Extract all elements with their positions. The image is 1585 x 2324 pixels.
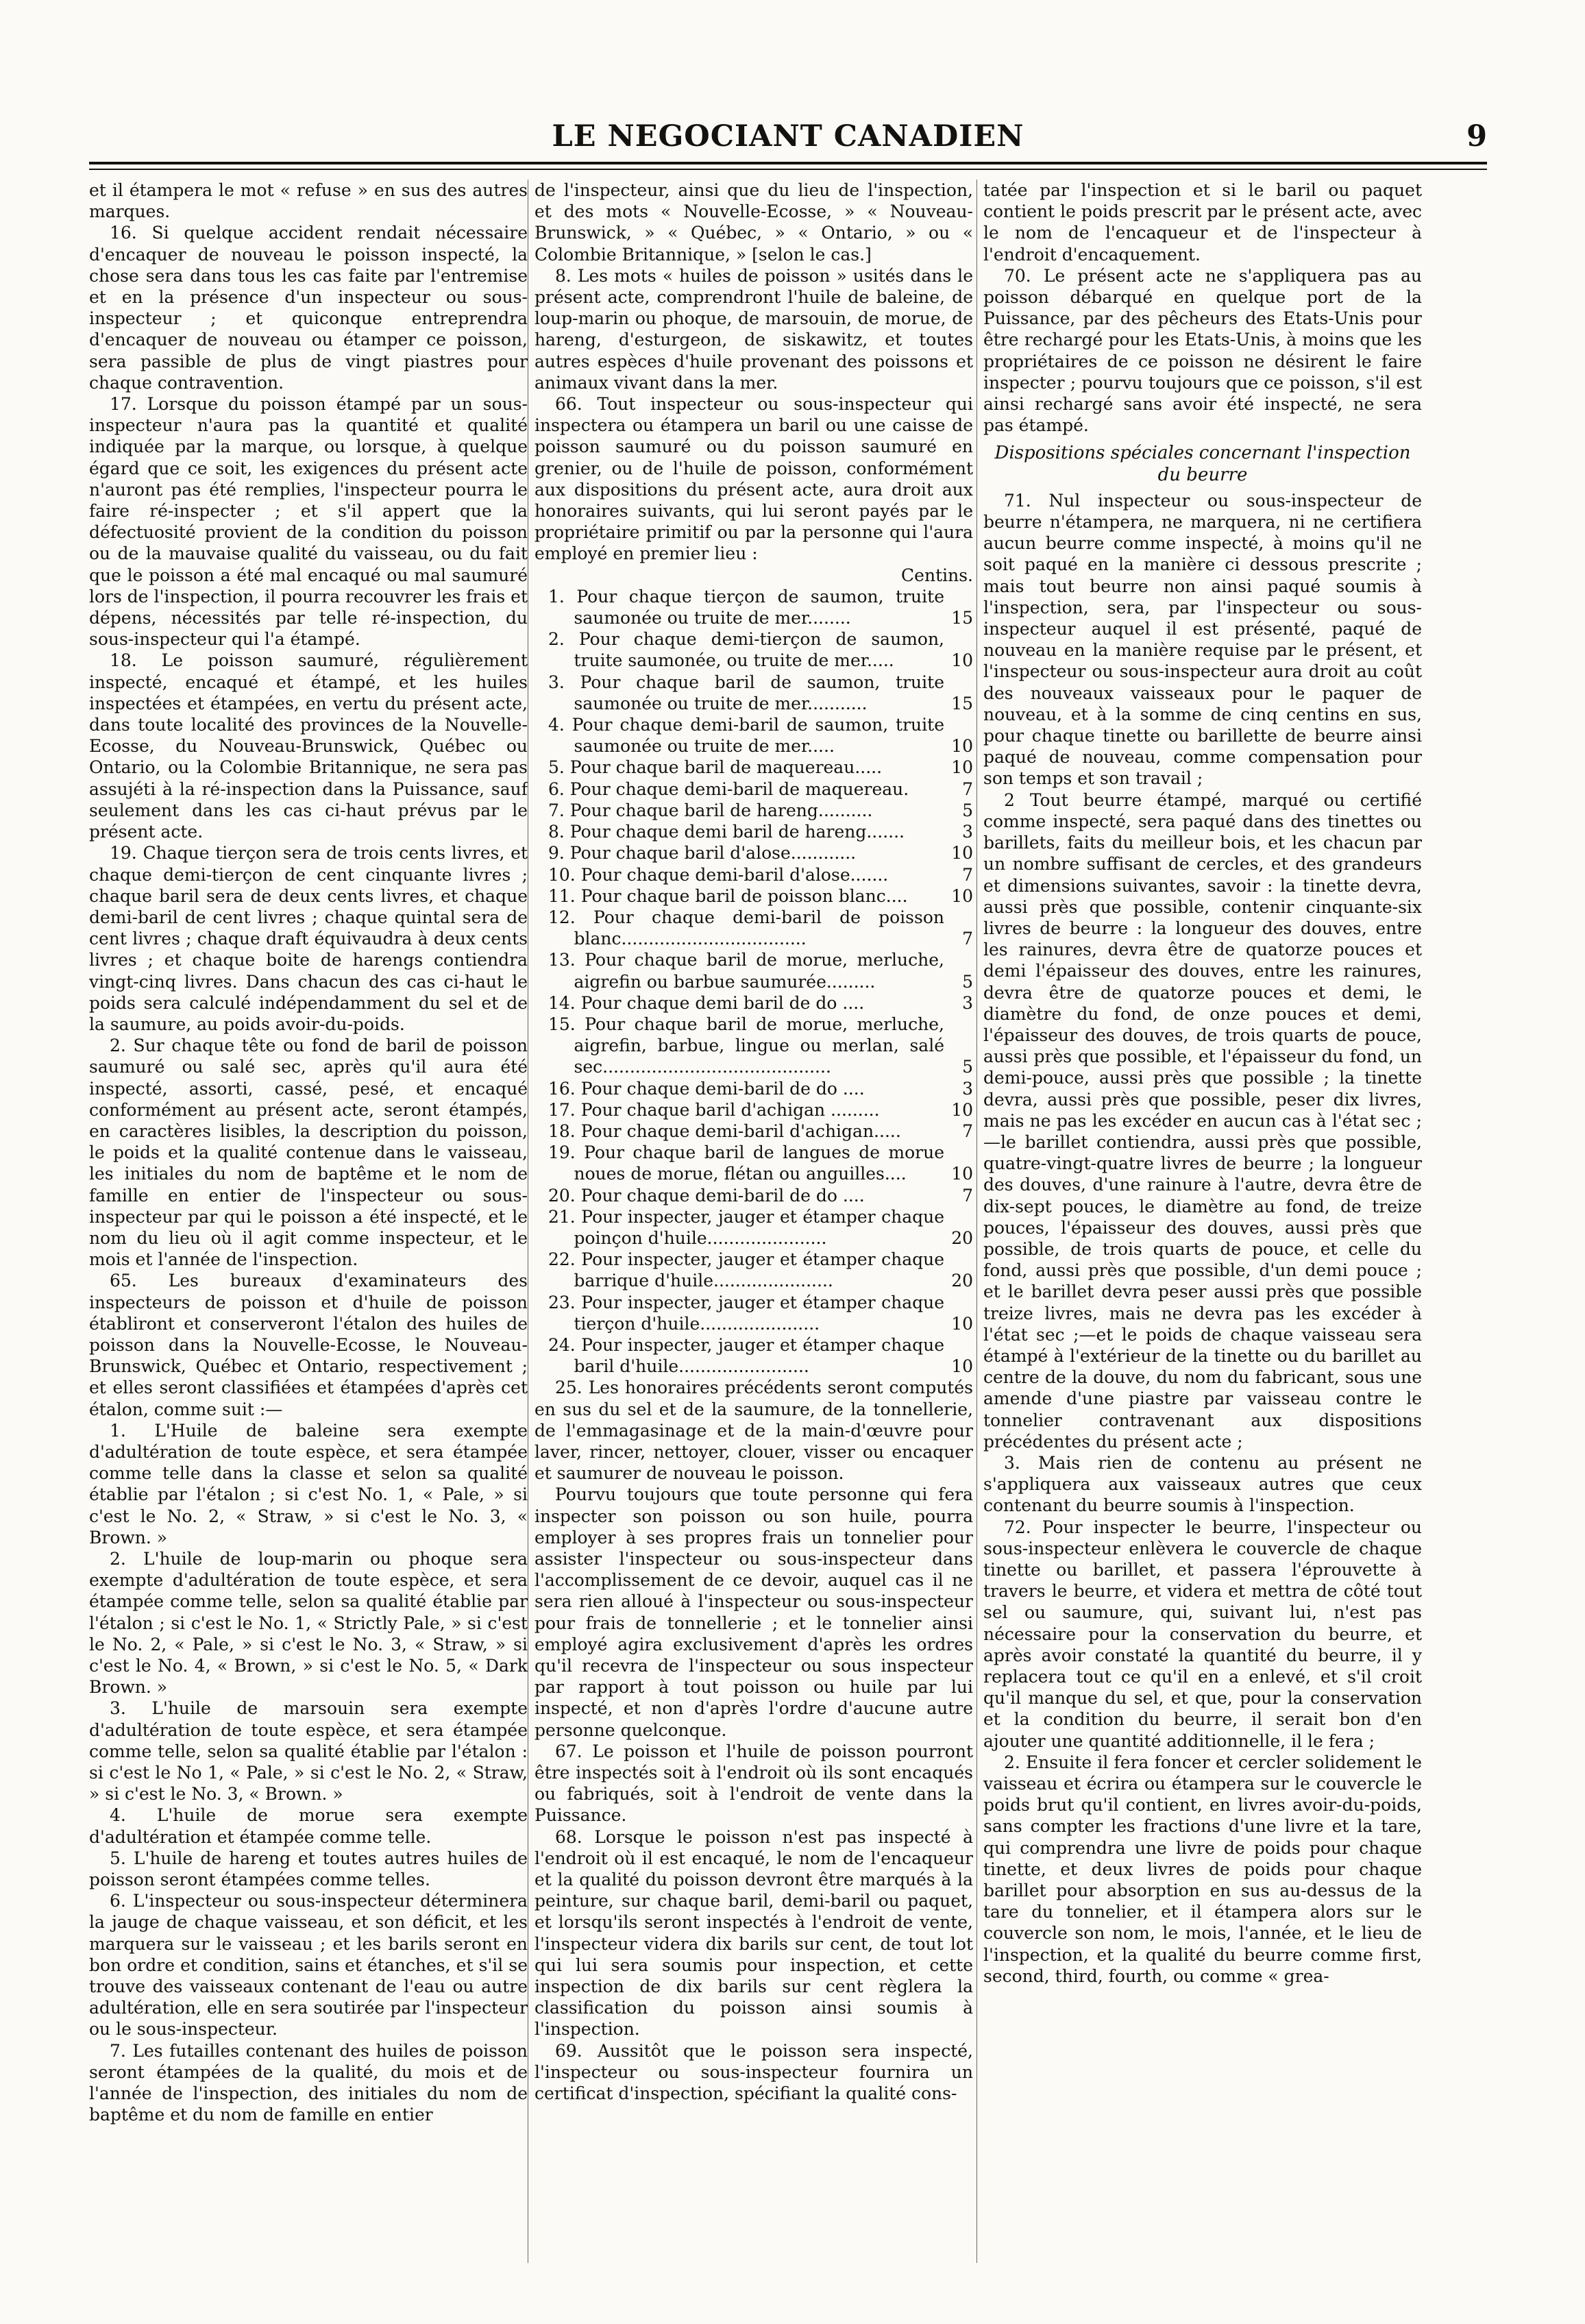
- fee-description: 21. Pour inspecter, jauger et étamper chaque poinçon d'huile......................: [548, 1206, 944, 1248]
- fee-amount: 15: [951, 608, 973, 628]
- fee-description: 19. Pour chaque baril de langues de morue noues de morue, flétan ou anguilles....: [548, 1142, 944, 1184]
- paragraph: 67. Le poisson et l'huile de poisson pourront être inspectés soit à l'endroit où ils sont encaqués ou fabriqués, soit à l'endroit de vente dans la Puissance.: [535, 1741, 973, 1826]
- fee-amount: 7: [962, 864, 973, 885]
- fee-description: 4. Pour chaque demi-baril de saumon, truite saumonée ou truite de mer.....: [548, 715, 944, 757]
- paragraph: 66. Tout inspecteur ou sous-inspecteur qui inspectera ou étampera un baril ou une caisse de poisson saumuré ou du poisson saumuré en grenier, ou de l'huile de poisson, conformément aux dispositions du présent acte, aura droit aux honoraires suivants, qui lui seront payés par le propriétaire primitif ou par la personne qui l'aura employé en premier lieu :: [535, 394, 973, 564]
- fee-description: 3. Pour chaque baril de saumon, truite saumonée ou truite de mer...........: [548, 672, 944, 713]
- column-divider: [976, 180, 977, 2263]
- paragraph: 2. Sur chaque tête ou fond de baril de poisson saumuré ou salé sec, après qu'il aura été inspecté, assorti, cassé, pesé, et encaqué conformément au présent acte, seront étampés, en caractères lisibles, la description du poisson, le poids et la qualité contenue dans le vaisseau, les initiales du nom de baptême et le nom de famille en entier de l'inspecteur ou sous-inspecteur par qui le poisson a été inspecté, et le nom du lieu où il agit comme inspecteur, et le mois et l'année de l'inspection.: [89, 1036, 528, 1270]
- newspaper-title: LE NEGOCIANT CANADIEN: [552, 119, 1024, 154]
- fee-amount: 10: [951, 757, 973, 778]
- page-header: [89, 115, 1487, 156]
- fee-description: 16. Pour chaque demi-baril de do ....: [548, 1078, 865, 1099]
- fee-description: 23. Pour inspecter, jauger et étamper chaque tierçon d'huile......................: [548, 1292, 944, 1334]
- fee-amount: 10: [951, 1313, 973, 1334]
- paragraph: 25. Les honoraires précédents seront computés en sus du sel et de la saumure, de la tonnellerie, de l'emmagasinage et de la main-d'œuvre pour laver, rincer, nettoyer, clouer, visser ou encaquer et saumurer de nouveau le poisson.: [535, 1378, 973, 1484]
- fee-description: 9. Pour chaque baril d'alose............: [548, 843, 857, 864]
- fee-row: [535, 1121, 973, 1142]
- fee-amount: 10: [951, 1099, 973, 1120]
- fee-row: [535, 800, 973, 821]
- paragraph: 1. L'Huile de baleine sera exempte d'adultération de toute espèce, et sera étampée comme telle dans la classe et selon sa qualité établie par l'étalon ; si c'est No. 1, « Pale, » si c'est le No. 2, « Straw, » si c'est le No. 3, « Brown. »: [89, 1420, 528, 1548]
- fee-amount: 3: [962, 1078, 973, 1099]
- paragraph: 2. Ensuite il fera foncer et cercler solidement le vaisseau et écrira ou étampera sur le couvercle le poids brut qu'il contient, en livres avoir-du-poids, sans compter les fractions d'une livre et la tare, qui comprendra une livre de poids pour chaque tinette, et deux livres de poids pour chaque barillet pour absorption en sus au-dessus de la tare du tonnelier, et il étampera alors sur le couvercle son nom, le mois, l'année, et le lieu de l'inspection, et la qualité du beurre comme first, second, third, fourth, ou comme « grea-: [983, 1752, 1422, 1986]
- paragraph: 16. Si quelque accident rendait nécessaire d'encaquer de nouveau le poisson inspecté, la chose sera dans tous les cas faite par l'entremise et en la présence d'un inspecteur ou sous-inspecteur ; et quiconque entreprendra d'encaquer de nouveau ou étamper ce poisson, sera passible de plus de vingt piastres pour chaque contravention.: [89, 223, 528, 393]
- fee-row: [535, 757, 973, 778]
- paragraph: 3. L'huile de marsouin sera exempte d'adultération de toute espèce, et sera étampée comme telle, selon sa qualité établie par l'étalon : si c'est le No 1, « Pale, » si c'est le No. 2, « Straw, » si c'est le No. 3, « Brown. »: [89, 1698, 528, 1805]
- fee-description: 13. Pour chaque baril de morue, merluche, aigrefin ou barbue saumurée.........: [548, 950, 944, 992]
- column-2: [535, 180, 973, 2263]
- fee-description: 20. Pour chaque demi-baril de do ....: [548, 1185, 865, 1206]
- fee-row: [535, 1099, 973, 1121]
- fee-amount: 10: [951, 843, 973, 864]
- fee-table: [535, 586, 973, 1378]
- fee-row: [535, 1185, 973, 1206]
- fee-row: [535, 842, 973, 864]
- fee-row: [535, 714, 973, 757]
- fee-row: [535, 628, 973, 671]
- fee-row: [535, 821, 973, 842]
- fee-amount: 5: [962, 971, 973, 992]
- fee-row: [535, 1249, 973, 1291]
- fee-amount: 7: [962, 929, 973, 949]
- header-rule-thin: [89, 169, 1487, 170]
- paragraph: 6. L'inspecteur ou sous-inspecteur déterminera la jauge de chaque vaisseau, et son déficit, et les marquera sur le vaisseau ; et les barils seront en bon ordre et condition, sains et étanches, et s'il se trouve des vaisseaux contenant de l'eau ou autre adultération, elle en sera soutirée par l'inspecteur ou le sous-inspecteur.: [89, 1891, 528, 2040]
- paragraph: 70. Le présent acte ne s'appliquera pas au poisson débarqué en quelque port de la Puissance, par des pêcheurs des Etats-Unis pour être rechargé pour les Etats-Unis, à moins que les propriétaires de ce poisson ne désirent le faire inspecter ; pourvu toujours que ce poisson, s'il est ainsi rechargé sans avoir été inspecté, ne sera pas étampé.: [983, 265, 1422, 436]
- fee-row: [535, 992, 973, 1014]
- fee-row: [535, 672, 973, 714]
- fee-amount: 3: [962, 822, 973, 842]
- column-1: [89, 180, 528, 2263]
- fee-description: 18. Pour chaque demi-baril d'achigan.....: [548, 1121, 901, 1141]
- fee-description: 24. Pour inspecter, jauger et étamper chaque baril d'huile........................: [548, 1334, 944, 1377]
- paragraph: 2. L'huile de loup-marin ou phoque sera exempte d'adultération de toute espèce, et sera étampée comme telle, selon sa qualité établie par l'étalon ; si c'est le No. 1, « Strictly Pale, » si c'est le No. 2, « Pale, » si c'est le No. 3, « Straw, » si c'est le No. 4, « Brown, » si c'est le No. 5, « Dark Brown. »: [89, 1549, 528, 1698]
- fee-row: [535, 885, 973, 907]
- paragraph: 7. Les futailles contenant des huiles de poisson seront étampées de la qualité, du mois et de l'année de l'inspection, des initiales du nom de baptême et du nom de famille en entier: [89, 2040, 528, 2125]
- paragraph: 8. Les mots « huiles de poisson » usités dans le présent acte, comprendront l'huile de baleine, de loup-marin ou phoque, de marsouin, de morue, de hareng, d'esturgeon, de siskawitz, et toutes autres espèces d'huile provenant des poissons et animaux vivant dans la mer.: [535, 265, 973, 393]
- fee-description: 5. Pour chaque baril de maquereau.....: [548, 757, 883, 778]
- fee-description: 7. Pour chaque baril de hareng..........: [548, 800, 873, 820]
- fee-amount: 10: [951, 736, 973, 757]
- paragraph: 68. Lorsque le poisson n'est pas inspecté à l'endroit où il est encaqué, le nom de l'encaqueur et la qualité du poisson devront être marqués à la peinture, sur chaque baril, demi-baril ou paquet, et lorsqu'ils seront inspectés à l'endroit de vente, l'inspecteur videra dix barils sur cent, de tout lot qui lui sera soumis pour inspection, et cette inspection de dix barils sur cent règlera la classification du poisson ainsi soumis à l'inspection.: [535, 1826, 973, 2040]
- fee-description: 12. Pour chaque demi-baril de poisson blanc..................................: [548, 907, 944, 949]
- fee-amount: 3: [962, 992, 973, 1013]
- fee-amount: 5: [962, 800, 973, 820]
- paragraph: 69. Aussitôt que le poisson sera inspecté, l'inspecteur ou sous-inspecteur fournira un certificat d'inspection, spécifiant la qualité cons-: [535, 2040, 973, 2104]
- paragraph: 2 Tout beurre étampé, marqué ou certifié comme inspecté, sera paqué dans des tinettes ou barillets, faits du meilleur bois, et les chacun par un nombre suffisant de cercles, et des grandeurs et dimensions suivantes, savoir : la tinette devra, aussi près que possible, contenir cinquante-six livres de beurre : la longueur des douves, entre les rainures, devra être de quatorze pouces et demi l'épaisseur des douves, entre les rainures, devra être de quatorze pouces et demi, le diamètre du fond, de onze pouces et demi, l'épaisseur des douves, de trois quarts de pouce, aussi près que possible, et l'épaisseur du fond, un demi-pouce, aussi près que possible ; la tinette devra, aussi près que possible, peser dix livres, mais ne pas les excéder en aucun cas à l'état sec ;—le barillet contiendra, aussi près que possible, quatre-vingt-quatre livres de beurre ; la longueur des douves, d'une rainure à l'autre, devra être de dix-sept pouces, le diamètre au fond, de treize pouces, l'épaisseur des douves, aussi près que possible, de trois quarts de pouce, et celle du fond, aussi près que possible, d'un demi pouce ; et le barillet devra peser aussi près que possible treize livres, mais ne devra pas les excéder à l'état sec ;—et le poids de chaque vaisseau sera étampé à l'extérieur de la tinette ou du barillet au centre de la douve, du nom du fabricant, sous une amende d'une piastre par vaisseau contre le tonnelier contravenant aux dispositions précédentes du présent acte ;: [983, 790, 1422, 1452]
- fee-description: 2. Pour chaque demi-tierçon de saumon, truite saumonée, ou truite de mer.....: [548, 629, 944, 671]
- header-rule-thick: [89, 162, 1487, 164]
- fee-row: [535, 1334, 973, 1377]
- fee-amount: 20: [951, 1271, 973, 1291]
- fee-amount: 10: [951, 1164, 973, 1184]
- fee-row: [535, 949, 973, 992]
- fee-row: [535, 586, 973, 628]
- paragraph: 4. L'huile de morue sera exempte d'adultération et étampée comme telle.: [89, 1805, 528, 1847]
- paragraph: Pourvu toujours que toute personne qui fera inspecter son poisson ou son huile, pourra employer à ses propres frais un tonnelier pour assister l'inspecteur ou sous-inspecteur dans l'accomplissement de ce devoir, auquel cas il ne sera rien alloué à l'inspecteur ou sous-inspecteur pour frais de tonnellerie ; et le tonnelier ainsi employé agira exclusivement d'après les ordres qu'il recevra de l'inspecteur ou sous inspecteur par rapport à tout poisson ou huile par lui inspecté, et non d'après l'ordre d'aucune autre personne quelconque.: [535, 1484, 973, 1740]
- paragraph: de l'inspecteur, ainsi que du lieu de l'inspection, et des mots « Nouvelle-Ecosse, » « Nouveau-Brunswick, » « Québec, » « Ontario, » ou « Colombie Britannique, » [selon le cas.]: [535, 180, 973, 265]
- fee-amount: 7: [962, 779, 973, 799]
- fee-amount: 20: [951, 1227, 973, 1248]
- fee-row: [535, 864, 973, 885]
- fee-row: [535, 907, 973, 949]
- fee-amount: 7: [962, 1185, 973, 1206]
- page-number: 9: [1466, 119, 1487, 154]
- paragraph: 17. Lorsque du poisson étampé par un sous-inspecteur n'aura pas la quantité et qualité indiquée par la marque, ou lorsque, à quelque égard que ce soit, les exigences du présent acte n'auront pas été remplies, l'inspecteur pourra le faire ré-inspecter ; et s'il appert que la défectuosité provient de la condition du poisson ou de la mauvaise qualité du vaisseau, ou du fait que le poisson a été mal encaqué ou mal saumuré lors de l'inspection, il pourra recouvrer les frais et dépens, nécessités par telle ré-inspection, du sous-inspecteur qui l'a étampé.: [89, 394, 528, 650]
- fee-row: [535, 779, 973, 800]
- fee-table-header: Centins.: [901, 565, 973, 585]
- fee-description: 1. Pour chaque tierçon de saumon, truite saumonée ou truite de mer........: [548, 586, 944, 628]
- fee-row: [535, 1292, 973, 1334]
- fee-row: [535, 1142, 973, 1184]
- fee-row: [535, 1078, 973, 1099]
- paragraph: 19. Chaque tierçon sera de trois cents livres, et chaque demi-tierçon de cent cinquante livres ; chaque baril sera de deux cents livres, et chaque demi-baril de cent livres ; chaque quintal sera de cent livres ; chaque draft équivaudra à deux cents livres ; et chaque boite de harengs contiendra vingt-cinq livres. Dans chacun des cas ci-haut le poids sera calculé indépendamment du sel et de la saumure, au poids avoir-du-poids.: [89, 843, 528, 1034]
- paragraph: 5. L'huile de hareng et toutes autres huiles de poisson seront étampées comme telles.: [89, 1848, 528, 1890]
- fee-description: 10. Pour chaque demi-baril d'alose.......: [548, 864, 889, 885]
- column-3: [983, 180, 1422, 2263]
- fee-description: 11. Pour chaque baril de poisson blanc....: [548, 885, 908, 906]
- paragraph: 18. Le poisson saumuré, régulièrement inspecté, encaqué et étampé, et les huiles inspectées et étampées, en vertu du présent acte, dans toute localité des provinces de la Nouvelle-Ecosse, du Nouveau-Brunswick, Québec ou Ontario, ou la Colombie Britannique, ne sera pas assujéti à la ré-inspection dans la Puissance, sauf seulement dans les cas ci-haut prévus par le présent acte.: [89, 650, 528, 842]
- fee-row: [535, 1206, 973, 1249]
- fee-amount: 7: [962, 1121, 973, 1141]
- paragraph: 71. Nul inspecteur ou sous-inspecteur de beurre n'étampera, ne marquera, ni ne certifiera aucun beurre comme inspecté, à moins qu'il ne soit paqué en la manière ci dessous prescrite ; mais tout beurre non ainsi paqué soumis à l'inspection, sera, par l'inspecteur ou sous-inspecteur auquel il est présenté, paqué de nouveau en la manière requise par le présent, et l'inspecteur ou sous-inspecteur aura droit au coût des nouveaux vaisseaux pour le paquer de nouveau, et à la somme de cinq centins en sus, pour chaque tinette ou barillette de beurre ainsi paqué de nouveau, comme compensation pour son temps et son travail ;: [983, 490, 1422, 789]
- fee-description: 6. Pour chaque demi-baril de maquereau.: [548, 779, 909, 799]
- paragraph: 72. Pour inspecter le beurre, l'inspecteur ou sous-inspecteur enlèvera le couvercle de chaque tinette ou barillet, et passera l'éprouvette à travers le beurre, et videra et mettra de côté tout sel ou saumure, qui, suivant lui, n'est pas nécessaire pour la conservation du beurre, et après avoir constaté la quantité du beurre, il y replacera tout ce qu'il en a enlevé, et s'il croit qu'il manque du sel, et que, pour la conservation et la condition du beurre, il serait bon d'en ajouter une quantité additionnelle, il le fera ;: [983, 1517, 1422, 1751]
- fee-amount: 10: [951, 885, 973, 906]
- paragraph: tatée par l'inspection et si le baril ou paquet contient le poids prescrit par le présent acte, avec le nom de l'encaqueur et de l'inspecteur à l'endroit d'encaquement.: [983, 180, 1422, 265]
- section-heading: Dispositions spéciales concernant l'inspection du beurre: [994, 443, 1411, 485]
- fee-description: 17. Pour chaque baril d'achigan .........: [548, 1099, 880, 1120]
- fee-description: 14. Pour chaque demi baril de do ....: [548, 992, 865, 1013]
- fee-amount: 10: [951, 650, 973, 671]
- fee-amount: 5: [962, 1057, 973, 1077]
- fee-amount: 15: [951, 693, 973, 713]
- fee-description: 15. Pour chaque baril de morue, merluche, aigrefin, barbue, lingue ou merlan, salé sec..........................................: [548, 1014, 944, 1077]
- paragraph: 65. Les bureaux d'examinateurs des inspecteurs de poisson et d'huile de poisson établiront et conserveront l'étalon des huiles de poisson dans la Nouvelle-Ecosse, le Nouveau-Brunswick, Québec et Ontario, respectivement ; et elles seront classifiées et étampées d'après cet étalon, comme suit :—: [89, 1271, 528, 1419]
- fee-row: [535, 1014, 973, 1078]
- fee-description: 8. Pour chaque demi baril de hareng.......: [548, 822, 905, 842]
- fee-description: 22. Pour inspecter, jauger et étamper chaque barrique d'huile......................: [548, 1249, 944, 1291]
- paragraph: 3. Mais rien de contenu au présent ne s'appliquera aux vaisseaux autres que ceux contenant du beurre soumis à l'inspection.: [983, 1452, 1422, 1516]
- fee-amount: 10: [951, 1356, 973, 1377]
- paragraph: et il étampera le mot « refuse » en sus des autres marques.: [89, 180, 528, 222]
